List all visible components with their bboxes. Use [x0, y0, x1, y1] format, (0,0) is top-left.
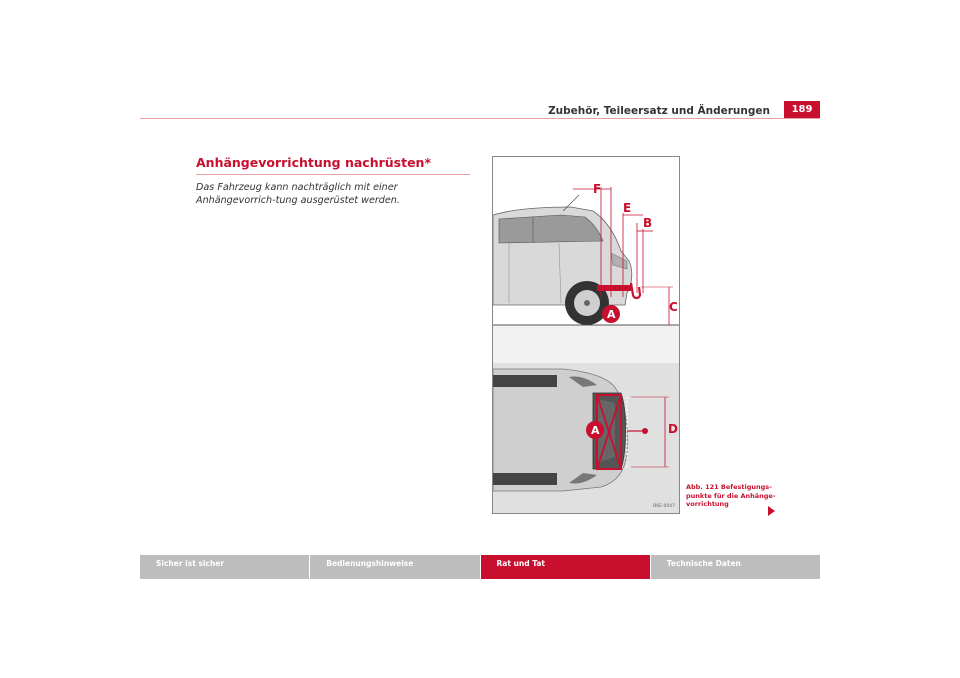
header-rule — [140, 118, 820, 119]
side-view — [493, 157, 679, 325]
figure-code: B6E-0047 — [653, 504, 675, 509]
tow-hitch-diagram — [493, 157, 679, 513]
intro-text: Das Fahrzeug kann nachträglich mit einer Anhängevorrich-tung ausgerüstet werden. — [196, 182, 400, 206]
label-a-side: A — [607, 308, 616, 321]
page-number: 189 — [784, 101, 820, 119]
footer-nav — [140, 555, 820, 579]
label-b: B — [643, 216, 653, 230]
tow-hitch-figure — [492, 156, 680, 514]
label-d: D — [668, 422, 678, 436]
footer-tab-technische-daten[interactable]: Technische Daten — [651, 555, 820, 579]
footer-tab-rat-und-tat[interactable]: Rat und Tat — [481, 555, 651, 579]
next-page-arrow-icon[interactable] — [768, 506, 775, 516]
footer-tab-sicher-ist-sicher[interactable]: Sicher ist sicher — [140, 555, 310, 579]
chapter-title: Zubehör, Teileersatz und Änderungen — [548, 105, 770, 117]
section-title: Anhängevorrichtung nachrüsten* — [196, 155, 470, 175]
figure-caption: Abb. 121 Befestigungs-punkte für die Anhänge-vorrichtung — [686, 483, 776, 508]
label-c: C — [669, 300, 678, 314]
top-view — [493, 363, 679, 513]
label-a-top: A — [591, 424, 600, 437]
label-f: F — [593, 182, 602, 196]
label-e: E — [623, 201, 632, 215]
footer-tab-bedienungshinweise[interactable]: Bedienungshinweise — [310, 555, 480, 579]
